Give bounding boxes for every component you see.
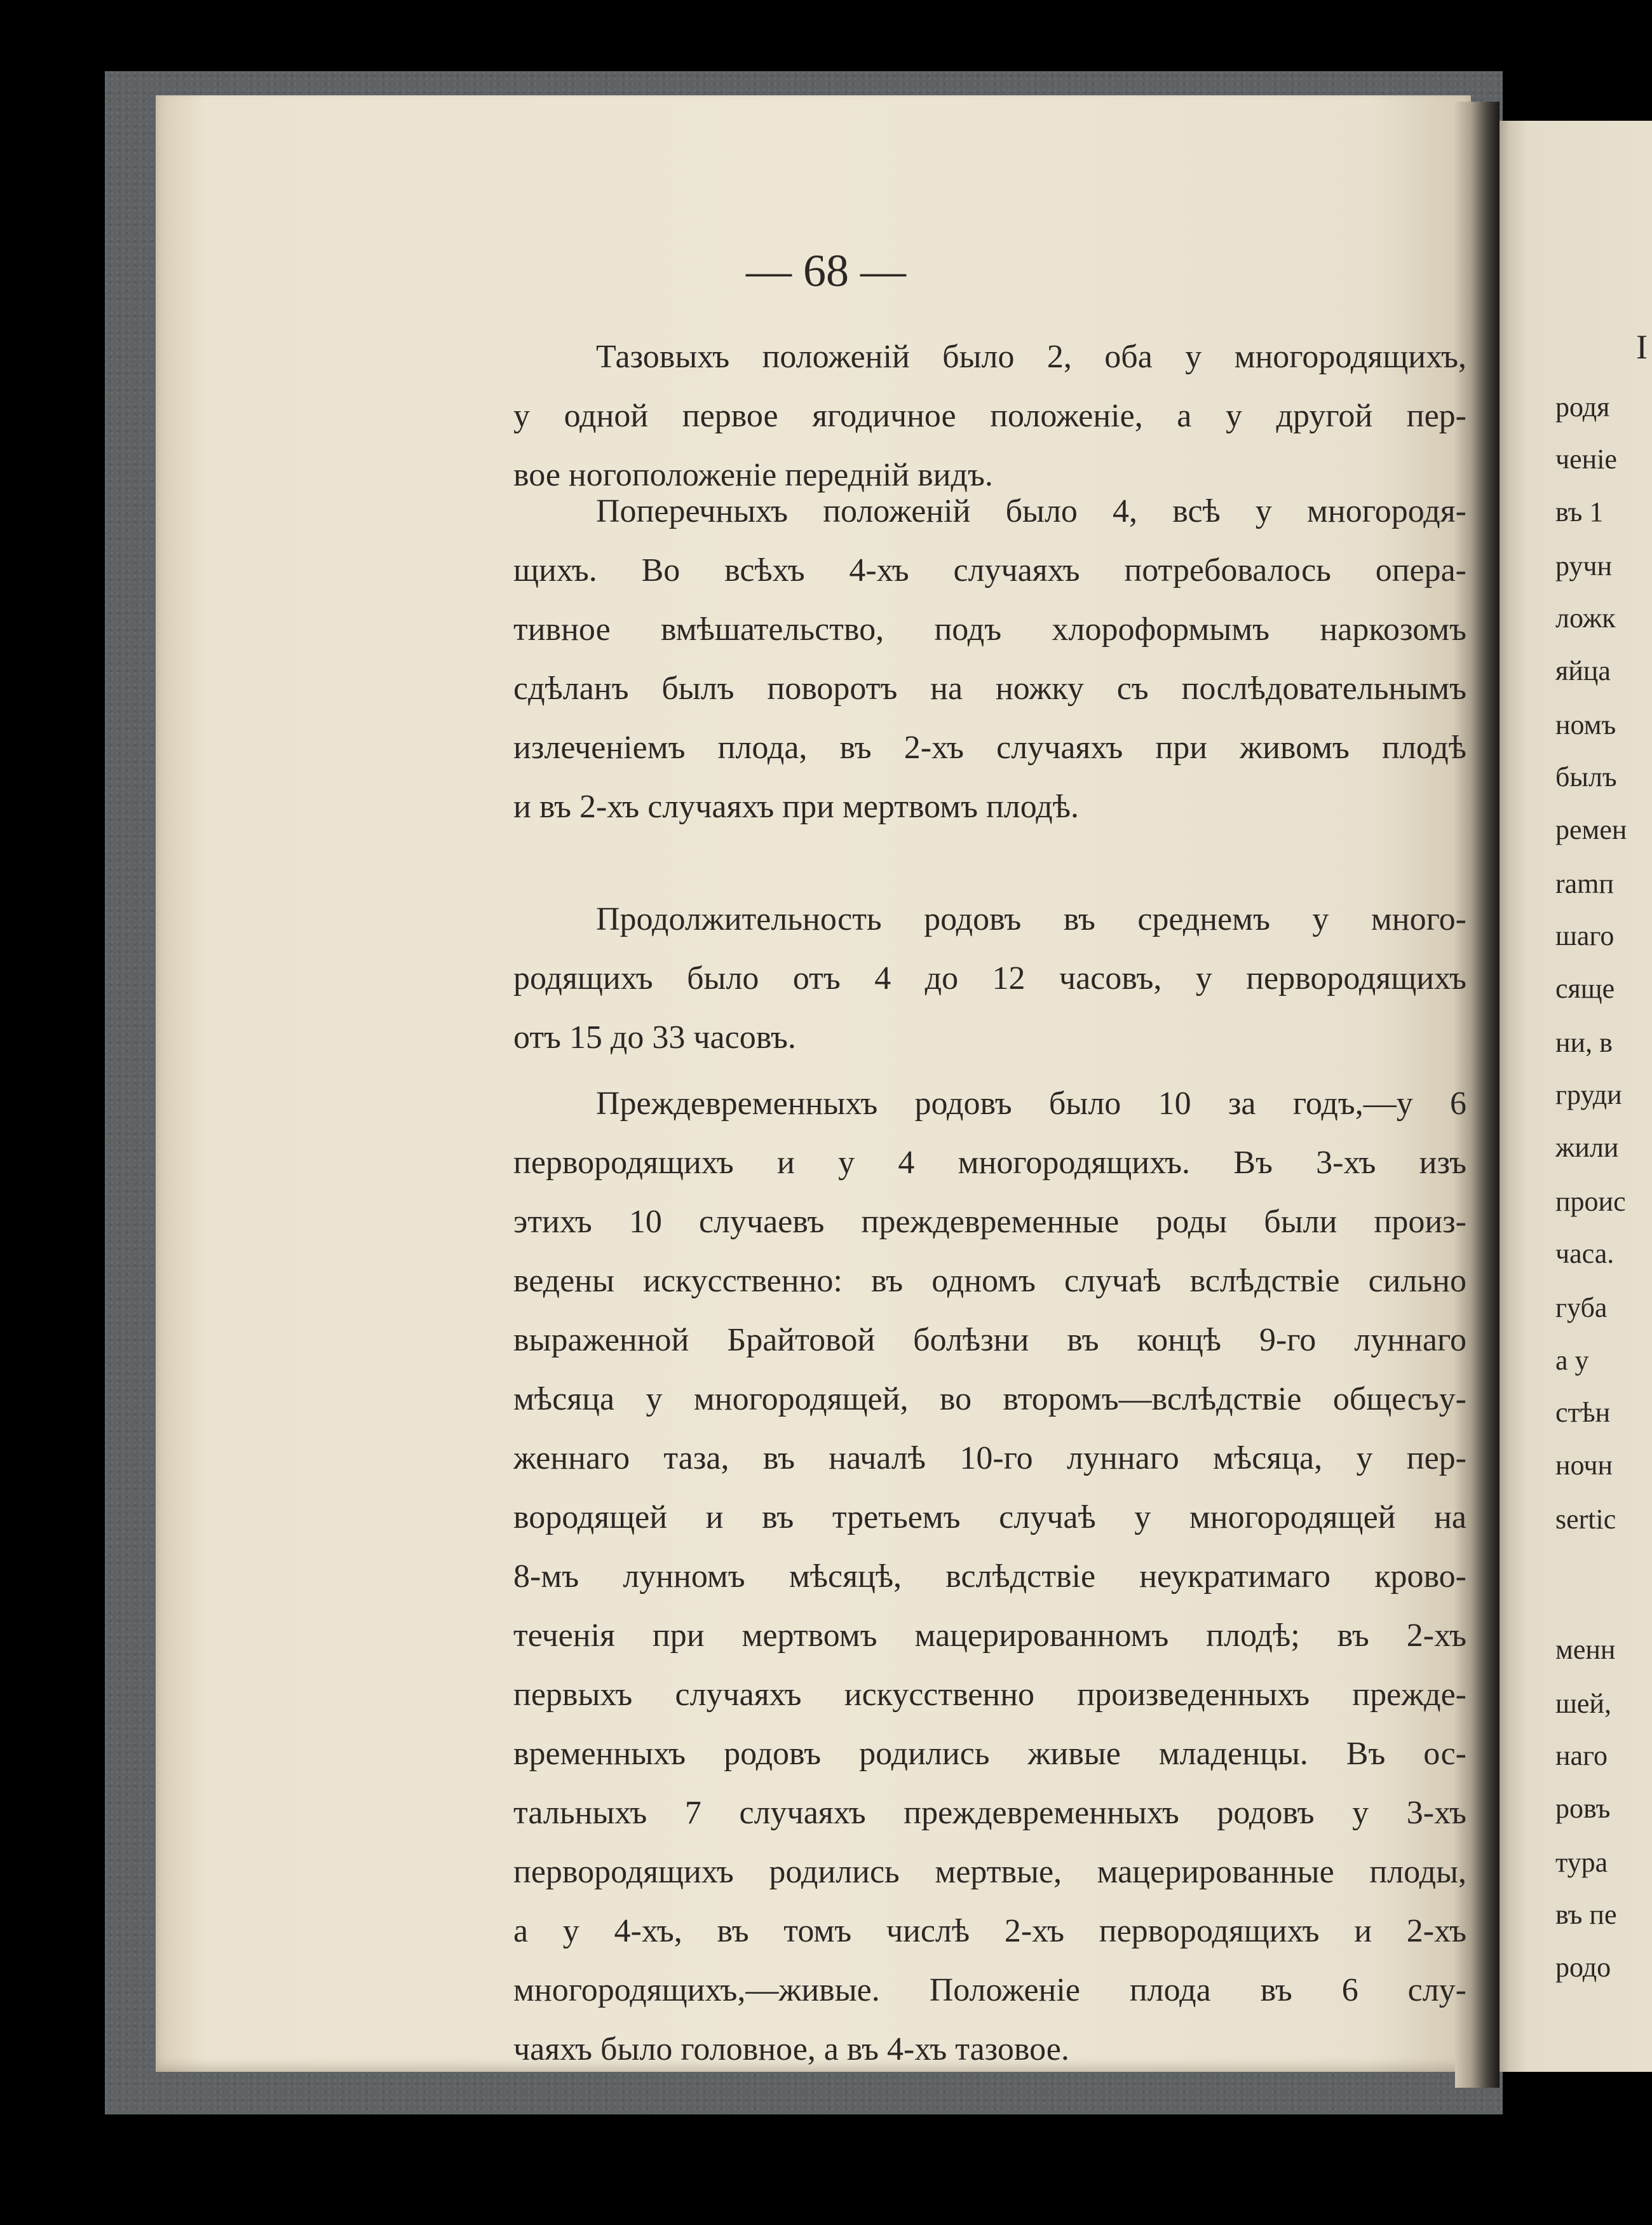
text-line: чаяхъ было головное, а въ 4-хъ тазовое. [513, 2031, 1069, 2067]
facing-page-line: ночн [1555, 1450, 1613, 1481]
paragraph-premature-births [513, 1074, 1466, 2079]
facing-page-line: наго [1555, 1740, 1608, 1771]
facing-page-line: I [1636, 328, 1648, 366]
text-line: а у 4-хъ, въ томъ числѣ 2-хъ первородящихъ и 2-хъ [513, 1913, 1466, 1949]
text-line: отъ 15 до 33 часовъ. [513, 1019, 796, 1056]
text-line: и въ 2-хъ случаяхъ при мертвомъ плодѣ. [513, 789, 1079, 825]
facing-page-line: шей, [1555, 1688, 1611, 1719]
text-line: первородящихъ родились мертвые, мацерированные плоды, [513, 1854, 1466, 1890]
facing-page-line: ручн [1555, 550, 1613, 582]
facing-page-line: тура [1555, 1847, 1608, 1878]
text-line: сдѣланъ былъ поворотъ на ножку съ послѣдовательнымъ [513, 670, 1466, 707]
facing-page-line: жили [1555, 1132, 1619, 1163]
text-line: родящихъ было отъ 4 до 12 часовъ, у первородящихъ [513, 960, 1466, 997]
text-line: вое ногоположенiе переднiй видъ. [513, 457, 993, 493]
text-line: временныхъ родовъ родились живые младенцы. Въ ос- [513, 1736, 1466, 1772]
text-line: первыхъ случаяхъ искусственно произведенныхъ прежде- [513, 1677, 1466, 1713]
facing-page-line: ни, в [1555, 1027, 1613, 1058]
facing-page-line: а у [1555, 1345, 1589, 1376]
facing-page-line: сяще [1555, 973, 1615, 1004]
text-line: тивное вмѣшательство, подъ хлороформымъ наркозомъ [513, 611, 1466, 648]
facing-page-line: былъ [1555, 761, 1617, 793]
facing-page-line: часа. [1555, 1238, 1615, 1269]
text-line: тальныхъ 7 случаяхъ преждевременныхъ родовъ у 3-хъ [513, 1795, 1466, 1831]
facing-page-line: яйца [1555, 655, 1611, 686]
facing-page-line: родо [1555, 1952, 1611, 1983]
text-line: 8-мъ лунномъ мѣсяцѣ, вслѣдствiе неукратимаго крово- [513, 1558, 1466, 1595]
text-line: ведены искусственно: въ одномъ случаѣ вслѣдствiе сильно [513, 1263, 1466, 1299]
facing-page-line: шаго [1555, 920, 1615, 951]
paragraph-labor-duration [513, 890, 1466, 1067]
text-line: этихъ 10 случаевъ преждевременные роды были произ- [513, 1204, 1466, 1240]
text-line: вородящей и въ третьемъ случаѣ у многородящей на [513, 1499, 1466, 1535]
facing-page-line: стѣн [1555, 1397, 1611, 1428]
facing-page-line: ченiе [1555, 444, 1617, 475]
text-line: теченiя при мертвомъ мацерированномъ плодѣ; въ 2-хъ [513, 1617, 1466, 1654]
text-line: Продолжительность родовъ въ среднемъ у много- [596, 901, 1466, 937]
text-line: у одной первое ягодичное положенiе, а у другой пер- [513, 398, 1466, 434]
facing-page-line: груди [1555, 1079, 1622, 1110]
text-line: женнаго таза, въ началѣ 10-го луннаго мѣсяца, у пер- [513, 1440, 1466, 1476]
facing-page-line: въ 1 [1555, 496, 1604, 527]
facing-page-line: губа [1555, 1292, 1608, 1323]
text-line: Тазовыхъ положенiй было 2, оба у многородящихъ, [596, 339, 1466, 375]
facing-page-line: ramп [1555, 868, 1614, 899]
facing-page-line: sertic [1555, 1504, 1616, 1535]
text-line: излеченiемъ плода, въ 2-хъ случаяхъ при живомъ плодѣ [513, 730, 1466, 766]
text-line: многородящихъ,—живые. Положенiе плода въ 6 слу- [513, 1972, 1466, 2008]
text-line: Поперечныхъ положенiй было 4, всѣ у многородя- [596, 493, 1466, 529]
text-line: Преждевременныхъ родовъ было 10 за годъ,—у 6 [596, 1085, 1466, 1122]
paragraph-breech-presentations [513, 327, 1466, 505]
facing-page-line: номъ [1555, 709, 1616, 740]
facing-page-line: менн [1555, 1634, 1616, 1665]
text-line: выраженной Брайтовой болѣзни въ концѣ 9-го луннаго [513, 1322, 1466, 1358]
facing-page-line: родя [1555, 391, 1610, 423]
text-line: первородящихъ и у 4 многородящихъ. Въ 3-хъ изъ [513, 1145, 1466, 1181]
page-number: — 68 — [746, 245, 906, 296]
facing-page-line: въ пе [1555, 1899, 1617, 1930]
text-line: щихъ. Во всѣхъ 4-хъ случаяхъ потребовалось опера- [513, 552, 1466, 589]
facing-page-line: ложк [1555, 602, 1616, 634]
text-line: мѣсяца у многородящей, во второмъ—вслѣдствiе общесъу- [513, 1381, 1466, 1417]
paragraph-transverse-presentations [513, 482, 1466, 836]
facing-page-line: ремен [1555, 814, 1627, 845]
facing-page-line: проис [1555, 1186, 1626, 1217]
facing-page-line: ровъ [1555, 1793, 1611, 1824]
